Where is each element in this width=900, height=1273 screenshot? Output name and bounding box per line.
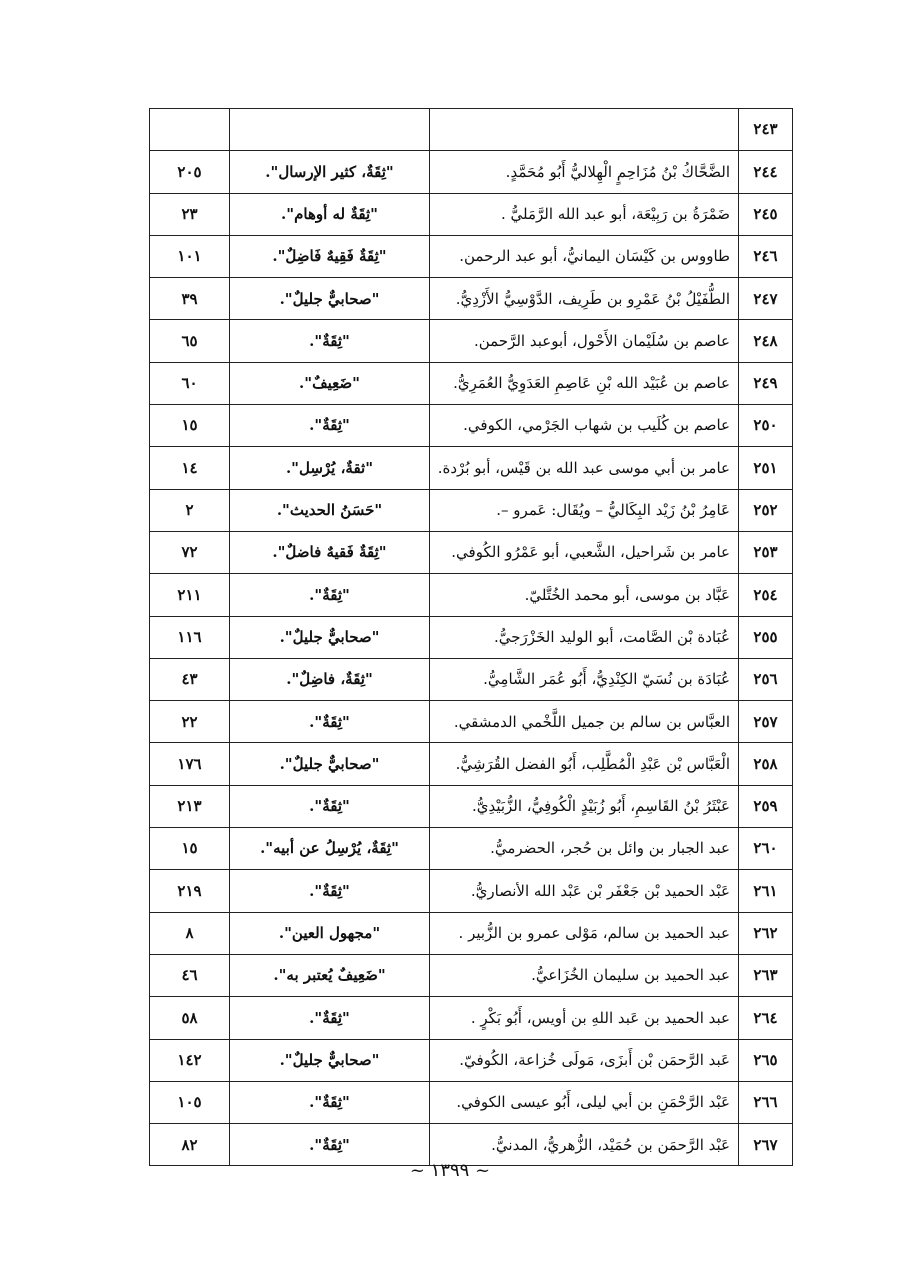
hadith-count: ٢١١ bbox=[150, 574, 230, 616]
narrator-name: عاصم بن عُبَيْد الله بْنِ عَاصِمِ العَدَوِيُّ العُمَرِيُّ. bbox=[430, 362, 739, 404]
narrator-name: ضَمْرَةُ بن رَبِيْعَة، أبو عبد الله الرَّمَليُّ . bbox=[430, 193, 739, 235]
table-row bbox=[150, 531, 793, 573]
narrator-grade: "ثِقَةٌ". bbox=[230, 1124, 430, 1166]
narrator-grade: "ثِقَةٌ". bbox=[230, 997, 430, 1039]
narrator-grade: "ضَعِيفٌ". bbox=[230, 362, 430, 404]
table-row bbox=[150, 109, 793, 151]
row-number: ٢٥٢ bbox=[739, 489, 793, 531]
table-row bbox=[150, 405, 793, 447]
row-number: ٢٦٦ bbox=[739, 1081, 793, 1123]
row-number: ٢٤٣ bbox=[739, 109, 793, 151]
table-row bbox=[150, 362, 793, 404]
table-row bbox=[150, 828, 793, 870]
page-number: ~ ١٣٩٩ ~ bbox=[409, 1160, 491, 1181]
hadith-count: ١٧٦ bbox=[150, 743, 230, 785]
narrator-name: عامر بن أبي موسى عبد الله بن قَيْس، أبو بُرْدة. bbox=[430, 447, 739, 489]
narrator-name: عاصم بن سُلَيْمان الأَحْول، أبوعبد الرَّحمن. bbox=[430, 320, 739, 362]
narrator-name bbox=[430, 109, 739, 151]
narrator-name: عَبد الرَّحمَن بْن أَبزَى، مَولَى خُزاعة، الكُوفيّ. bbox=[430, 1039, 739, 1081]
hadith-count: ٦٠ bbox=[150, 362, 230, 404]
hadith-count: ٣٩ bbox=[150, 278, 230, 320]
table-row bbox=[150, 447, 793, 489]
narrator-grade: "ثِقَةٌ". bbox=[230, 320, 430, 362]
narrators-table bbox=[149, 108, 793, 1166]
hadith-count: ٦٥ bbox=[150, 320, 230, 362]
narrator-name: عبد الحميد بن عَبد اللهِ بن أويس، أَبُو بَكْرٍ . bbox=[430, 997, 739, 1039]
hadith-count: ١٤ bbox=[150, 447, 230, 489]
row-number: ٢٥٩ bbox=[739, 785, 793, 827]
table-row bbox=[150, 235, 793, 277]
hadith-count: ٢٠٥ bbox=[150, 151, 230, 193]
hadith-count: ٨ bbox=[150, 912, 230, 954]
narrator-grade: "ثِقَةٌ". bbox=[230, 701, 430, 743]
row-number: ٢٤٦ bbox=[739, 235, 793, 277]
table-row bbox=[150, 489, 793, 531]
narrator-name: عاصم بن كُلَيب بن شهاب الجَرْمي، الكوفي. bbox=[430, 405, 739, 447]
row-number: ٢٥٦ bbox=[739, 658, 793, 700]
hadith-count: ٢٣ bbox=[150, 193, 230, 235]
narrator-name: عُبَادة بْن الصَّامت، أبو الوليد الخَزْرَجيُّ. bbox=[430, 616, 739, 658]
narrator-grade bbox=[230, 109, 430, 151]
table-row bbox=[150, 574, 793, 616]
row-number: ٢٥٣ bbox=[739, 531, 793, 573]
row-number: ٢٥٤ bbox=[739, 574, 793, 616]
table-row bbox=[150, 785, 793, 827]
narrator-name: عبد الحميد بن سليمان الخُزَاعيُّ. bbox=[430, 954, 739, 996]
narrator-grade: "ثِقَةٌ، كثير الإرسال". bbox=[230, 151, 430, 193]
hadith-count: ١١٦ bbox=[150, 616, 230, 658]
hadith-count: ٥٨ bbox=[150, 997, 230, 1039]
hadith-count: ٧٢ bbox=[150, 531, 230, 573]
hadith-count: ٢١٩ bbox=[150, 870, 230, 912]
narrator-grade: "ثقةٌ، يُرْسِل". bbox=[230, 447, 430, 489]
table-row bbox=[150, 870, 793, 912]
narrator-grade: "حَسَنُ الحديث". bbox=[230, 489, 430, 531]
narrator-name: طاووس بن كَيْسَان اليمانيُّ، أبو عبد الرحمن. bbox=[430, 235, 739, 277]
hadith-count: ٢٢ bbox=[150, 701, 230, 743]
table-row bbox=[150, 278, 793, 320]
row-number: ٢٦٢ bbox=[739, 912, 793, 954]
table-row bbox=[150, 1039, 793, 1081]
row-number: ٢٤٤ bbox=[739, 151, 793, 193]
row-number: ٢٤٨ bbox=[739, 320, 793, 362]
row-number: ٢٥٧ bbox=[739, 701, 793, 743]
narrator-grade: "ضَعِيفٌ يُعتبر به". bbox=[230, 954, 430, 996]
narrator-grade: "ثِقَةٌ". bbox=[230, 785, 430, 827]
narrator-grade: "ثِقَةٌ، يُرْسِلُ عن أبيه". bbox=[230, 828, 430, 870]
hadith-count: ١٤٢ bbox=[150, 1039, 230, 1081]
narrator-grade: "صحابيٌّ جليلٌ". bbox=[230, 616, 430, 658]
narrator-grade: "ثِقَةٌ، فاضِلٌ". bbox=[230, 658, 430, 700]
row-number: ٢٥١ bbox=[739, 447, 793, 489]
narrator-grade: "صحابيٌّ جليلٌ". bbox=[230, 1039, 430, 1081]
hadith-count: ١٠١ bbox=[150, 235, 230, 277]
narrator-grade: "صحابيٌّ جليلٌ". bbox=[230, 278, 430, 320]
table-row bbox=[150, 658, 793, 700]
narrator-grade: "ثِقَةٌ". bbox=[230, 405, 430, 447]
table-row bbox=[150, 701, 793, 743]
narrator-grade: "ثِقَةٌ". bbox=[230, 870, 430, 912]
narrator-name: عَامِرُ بْنُ زَيْد البِكَاليُّ – ويُقَال: عَمرو –. bbox=[430, 489, 739, 531]
narrators-table-body bbox=[150, 109, 793, 1166]
row-number: ٢٥٨ bbox=[739, 743, 793, 785]
narrator-name: عَبْد الرَّحمَن بن حُمَيْد، الزُّهريُّ، المدنيُّ. bbox=[430, 1124, 739, 1166]
hadith-count: ١٥ bbox=[150, 828, 230, 870]
row-number: ٢٤٥ bbox=[739, 193, 793, 235]
row-number: ٢٦٤ bbox=[739, 997, 793, 1039]
hadith-count: ١٥ bbox=[150, 405, 230, 447]
table-row bbox=[150, 151, 793, 193]
narrator-name: عبد الجبار بن وائل بن حُجر، الحضرميُّ. bbox=[430, 828, 739, 870]
row-number: ٢٦٣ bbox=[739, 954, 793, 996]
row-number: ٢٥٠ bbox=[739, 405, 793, 447]
row-number: ٢٦١ bbox=[739, 870, 793, 912]
hadith-count: ٢١٣ bbox=[150, 785, 230, 827]
narrator-grade: "ثِقَةٌ فَقِيهٌ فَاضِلٌ". bbox=[230, 235, 430, 277]
table-row bbox=[150, 616, 793, 658]
narrator-grade: "ثِقَةٌ فَقيهٌ فاضلٌ". bbox=[230, 531, 430, 573]
narrator-grade: "ثِقَةٌ". bbox=[230, 1081, 430, 1123]
narrator-name: عَبْد الرَّحْمَنِ بن أبي ليلى، أَبُو عيسى الكوفي. bbox=[430, 1081, 739, 1123]
row-number: ٢٦٧ bbox=[739, 1124, 793, 1166]
narrator-name: عَبْد الحميد بْن جَعْفَر بْن عَبْد الله الأنصاريُّ. bbox=[430, 870, 739, 912]
narrator-grade: "ثِقَةٌ". bbox=[230, 574, 430, 616]
table-row bbox=[150, 743, 793, 785]
narrator-grade: "مجهول العين". bbox=[230, 912, 430, 954]
narrator-name: الضَّحَّاكُ بْنُ مُزَاحِمٍ الْهِلاليُّ أَبُو مُحَمَّدٍ. bbox=[430, 151, 739, 193]
narrator-name: عَبْثَرُ بْنُ القَاسِمِ، أَبُو زُبَيْدٍ الْكُوفِيُّ، الزُّبَيْدِيُّ. bbox=[430, 785, 739, 827]
narrator-grade: "ثِقَةٌ له أوهام". bbox=[230, 193, 430, 235]
row-number: ٢٥٥ bbox=[739, 616, 793, 658]
hadith-count: ٨٢ bbox=[150, 1124, 230, 1166]
hadith-count bbox=[150, 109, 230, 151]
narrator-name: عَبَّاد بن موسى، أبو محمد الخُتَّليّ. bbox=[430, 574, 739, 616]
narrator-name: عبد الحميد بن سالم، مَوْلى عمرو بن الزُّبير . bbox=[430, 912, 739, 954]
row-number: ٢٦٥ bbox=[739, 1039, 793, 1081]
hadith-count: ٤٣ bbox=[150, 658, 230, 700]
table-row bbox=[150, 912, 793, 954]
narrator-name: العبَّاس بن سالم بن جميل اللَّخْمي الدمشقي. bbox=[430, 701, 739, 743]
hadith-count: ٤٦ bbox=[150, 954, 230, 996]
table-row bbox=[150, 997, 793, 1039]
row-number: ٢٤٧ bbox=[739, 278, 793, 320]
table-row bbox=[150, 193, 793, 235]
narrator-name: الْعَبَّاس بْن عَبْدِ الْمُطَّلِب، أَبُو الفضل القُرَشِيُّ. bbox=[430, 743, 739, 785]
narrator-name: الطُّفَيْلُ بْنُ عَمْرِو بن طَرِيف، الدَّوْسِيُّ الأَزْدِيُّ. bbox=[430, 278, 739, 320]
table-row bbox=[150, 320, 793, 362]
hadith-count: ٢ bbox=[150, 489, 230, 531]
narrator-name: عُبَادَة بن نُسَيّ الكِنْدِيُّ، أَبُو عُمَر الشَّامِيُّ. bbox=[430, 658, 739, 700]
hadith-count: ١٠٥ bbox=[150, 1081, 230, 1123]
narrator-name: عامر بن شَراحيل، الشَّعبي، أبو عَمْرُو الكُوفي. bbox=[430, 531, 739, 573]
table-row bbox=[150, 954, 793, 996]
row-number: ٢٦٠ bbox=[739, 828, 793, 870]
table-row bbox=[150, 1081, 793, 1123]
row-number: ٢٤٩ bbox=[739, 362, 793, 404]
narrator-grade: "صحابيٌّ جليلٌ". bbox=[230, 743, 430, 785]
